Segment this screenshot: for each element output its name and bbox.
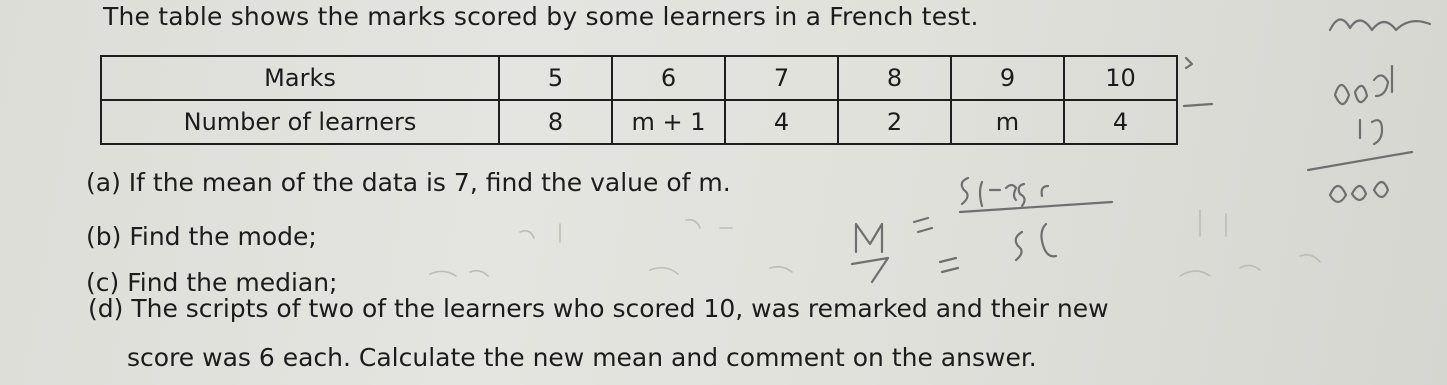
marks-table [100,55,1178,145]
learners-cell: m + 1 [612,100,725,144]
learners-row-label: Number of learners [101,100,499,144]
marks-cell: 9 [951,56,1064,100]
scribble-sum-top [1335,66,1392,104]
bleed-mark [430,267,792,276]
scribble-sum-mid [1360,120,1382,144]
learners-cell: 2 [838,100,951,144]
bleed-mark [520,220,732,242]
marks-cell: 6 [612,56,725,100]
scribble-formula-top [962,178,1048,206]
scribble-m-equals [852,218,958,282]
learners-cell: 4 [725,100,838,144]
part-c: (c) Find the median; [86,268,338,297]
scribble-sum-line [1308,152,1412,170]
bleed-mark [1180,210,1320,276]
scribble-arrow [1184,58,1212,106]
learners-cell: 4 [1064,100,1177,144]
scribble-top-right [1330,19,1430,30]
marks-row [101,56,1177,100]
marks-cell: 10 [1064,56,1177,100]
part-b: (b) Find the mode; [86,222,317,251]
scribble-sum-bottom [1330,182,1388,202]
scribble-fraction-bar [960,202,1112,212]
marks-cell: 5 [499,56,612,100]
learners-row [101,100,1177,144]
learners-cell: 8 [499,100,612,144]
question-stem: The table shows the marks scored by some learners in a French test. [103,2,979,31]
scribble-formula-bottom [1016,224,1056,260]
marks-cell: 8 [838,56,951,100]
part-a: (a) If the mean of the data is 7, find the value of m. [86,168,731,197]
learners-cell: m [951,100,1064,144]
marks-cell: 7 [725,56,838,100]
part-d-line2: score was 6 each. Calculate the new mean and comment on the answer. [127,343,1037,372]
part-d-line1: (d) The scripts of two of the learners who scored 10, was remarked and their new [88,294,1109,323]
marks-row-label: Marks [101,56,499,100]
